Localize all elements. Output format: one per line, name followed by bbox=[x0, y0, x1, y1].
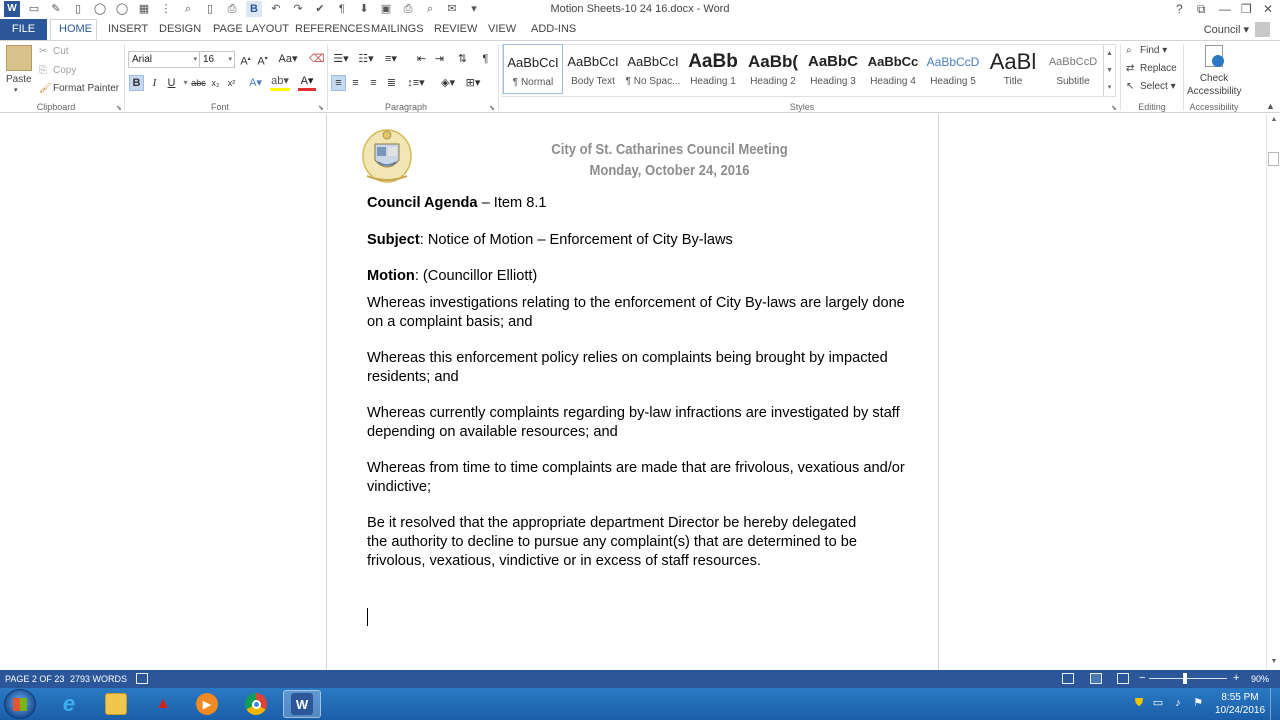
account-name: Council bbox=[1203, 24, 1241, 36]
check-accessibility-button[interactable]: Check bbox=[1199, 73, 1229, 84]
find-icon: ⌕ bbox=[1126, 45, 1132, 56]
read-mode-icon[interactable] bbox=[1062, 673, 1074, 684]
bold-qat-icon[interactable]: B bbox=[246, 1, 262, 17]
text-caret bbox=[367, 608, 368, 626]
group-divider bbox=[1183, 44, 1184, 110]
style-heading-3[interactable] bbox=[803, 44, 863, 94]
volume-icon[interactable]: ♪ bbox=[1175, 697, 1181, 709]
style-preview: AaBb( bbox=[747, 52, 799, 71]
ribbon bbox=[0, 40, 1280, 113]
presenter-app-button[interactable] bbox=[144, 690, 182, 718]
binoculars-icon[interactable]: ⌕ bbox=[184, 2, 192, 15]
word-icon: W bbox=[291, 693, 313, 715]
scroll-up-icon[interactable]: ▲ bbox=[1270, 116, 1278, 123]
save-icon[interactable]: ▣ bbox=[380, 2, 392, 15]
network-icon[interactable]: ▭ bbox=[1152, 697, 1164, 709]
scroll-thumb[interactable] bbox=[1268, 152, 1279, 166]
justify-button[interactable]: ≣ bbox=[386, 77, 397, 89]
style-heading-5[interactable] bbox=[923, 44, 983, 94]
document-page[interactable] bbox=[326, 114, 939, 670]
collapse-ribbon-icon[interactable]: ▲ bbox=[1266, 101, 1275, 111]
circle-green-icon-2[interactable]: ◯ bbox=[115, 2, 129, 15]
style-name: Heading 1 bbox=[690, 76, 736, 87]
clipboard-group-label: Clipboard bbox=[36, 102, 76, 112]
minimize-icon[interactable]: — bbox=[1219, 2, 1231, 16]
resolved-paragraph: Be it resolved that the appropriate department Director be hereby delegated the authority to decline to pursue any complaint(s) that are determined to be frivolous, vexatious, vindictive or in excess of staff resources. bbox=[367, 515, 857, 569]
editing-group-label: Editing bbox=[1138, 102, 1166, 112]
windows-taskbar bbox=[0, 688, 1280, 720]
shading-button[interactable]: ◈▾ bbox=[441, 77, 455, 89]
replace-icon: ⇄ bbox=[1126, 63, 1135, 74]
internet-explorer-icon: e bbox=[62, 691, 76, 716]
align-right-button[interactable]: ≡ bbox=[370, 77, 377, 89]
circle-green-icon[interactable]: ◯ bbox=[93, 2, 107, 15]
word-app-icon[interactable]: W bbox=[4, 1, 20, 17]
account-menu[interactable]: Council ▾ bbox=[1203, 24, 1249, 36]
gallery-more-icon[interactable]: ▾ bbox=[1103, 79, 1115, 96]
shield-icon[interactable]: ⛊ bbox=[1134, 697, 1144, 709]
style-name: Subtitle bbox=[1056, 76, 1090, 87]
superscript-button[interactable]: x² bbox=[227, 78, 236, 88]
group-divider bbox=[1120, 44, 1121, 110]
chevron-down-icon: ▾ bbox=[228, 56, 232, 63]
align-center-button[interactable]: ≡ bbox=[352, 77, 359, 89]
clock-date[interactable]: 10/24/2016 bbox=[1214, 705, 1266, 716]
find-label: Find bbox=[1140, 45, 1160, 56]
font-size-combo[interactable] bbox=[199, 51, 235, 68]
style-subtitle[interactable] bbox=[1043, 44, 1103, 94]
increase-indent-button[interactable]: ⇥ bbox=[434, 53, 445, 65]
help-icon[interactable]: ? bbox=[1176, 2, 1183, 16]
zoom-doc-icon[interactable]: ⌕ bbox=[426, 2, 434, 15]
style-preview: AaBbC bbox=[807, 53, 858, 70]
accessibility-badge-icon bbox=[1212, 55, 1224, 67]
file-explorer-button[interactable] bbox=[97, 690, 135, 718]
word-taskbar-button[interactable] bbox=[283, 690, 321, 718]
font-name-combo[interactable] bbox=[128, 51, 200, 68]
folder-icon bbox=[105, 693, 127, 715]
tab-home[interactable]: HOME bbox=[59, 23, 92, 35]
show-desktop-button[interactable] bbox=[1270, 688, 1280, 720]
paste-button[interactable]: Paste bbox=[6, 74, 32, 85]
agenda-label: Council Agenda bbox=[367, 195, 478, 211]
flag-icon[interactable]: ⚑ bbox=[1193, 697, 1203, 709]
status-bar bbox=[0, 670, 1280, 688]
restore-icon[interactable]: ❐ bbox=[1241, 2, 1252, 16]
gallery-up-icon[interactable]: ▲ bbox=[1103, 45, 1115, 62]
motion-line bbox=[367, 267, 907, 286]
open-folder-icon[interactable]: ▭ bbox=[28, 2, 40, 15]
style-name: Body Text bbox=[571, 76, 615, 87]
font-launcher-icon[interactable]: ⬊ bbox=[318, 105, 324, 112]
check-accessibility-icon[interactable] bbox=[1205, 45, 1223, 67]
scroll-down-icon[interactable]: ▼ bbox=[1270, 658, 1278, 665]
agenda-item: – Item 8.1 bbox=[477, 195, 547, 211]
columns-icon[interactable]: ⋮ bbox=[160, 2, 172, 15]
subject-text: : Notice of Motion – Enforcement of City By-laws bbox=[419, 232, 733, 248]
group-divider bbox=[124, 44, 125, 110]
play-icon: ▶ bbox=[196, 693, 218, 715]
clear-formatting-icon[interactable]: ⌫ bbox=[309, 53, 325, 65]
avatar[interactable] bbox=[1255, 22, 1270, 37]
word-count[interactable]: 2793 WORDS bbox=[70, 674, 128, 684]
style-name: Heading 4 bbox=[870, 76, 916, 87]
undo-icon[interactable]: ↶ bbox=[271, 2, 281, 15]
subscript-button[interactable]: x₂ bbox=[211, 78, 220, 88]
print-icon[interactable]: ⎙ bbox=[403, 2, 413, 15]
email-icon[interactable]: ✉ bbox=[447, 2, 457, 15]
chrome-center-icon bbox=[252, 700, 261, 709]
select-icon: ↖ bbox=[1126, 81, 1135, 92]
pilcrow-icon[interactable]: ¶ bbox=[339, 2, 345, 15]
gallery-down-icon[interactable]: ▼ bbox=[1103, 62, 1115, 79]
style-title[interactable] bbox=[983, 44, 1043, 94]
page-count[interactable]: PAGE 2 OF 23 bbox=[5, 674, 65, 684]
new-document-icon[interactable]: ▯ bbox=[74, 2, 82, 15]
windows-logo-icon bbox=[13, 698, 27, 711]
change-case-button[interactable]: Aa▾ bbox=[278, 53, 298, 65]
style-heading-1[interactable] bbox=[683, 44, 743, 94]
whereas-paragraph-3: Whereas currently complaints regarding by-law infractions are investigated by staff depending on available resources; and bbox=[367, 405, 900, 440]
document-area bbox=[0, 114, 1268, 670]
paragraph-group-label: Paragraph bbox=[384, 102, 428, 112]
podium-icon: ▲ bbox=[155, 695, 171, 712]
highlight-button[interactable]: ab▾ bbox=[270, 75, 290, 91]
sort-button[interactable]: ⇅ bbox=[457, 53, 468, 65]
italic-button[interactable]: I bbox=[152, 77, 157, 89]
format-painter-button[interactable]: Format Painter bbox=[53, 83, 120, 94]
grow-font-button[interactable]: A▴ bbox=[240, 55, 251, 68]
redo-icon[interactable]: ↷ bbox=[293, 2, 303, 15]
style-no-spacing[interactable] bbox=[623, 44, 683, 94]
whereas-paragraph-1: Whereas investigations relating to the enforcement of City By-laws are largely done on a complaint basis; and bbox=[367, 295, 905, 330]
style-heading-2[interactable] bbox=[743, 44, 803, 94]
paragraph-launcher-icon[interactable]: ⬊ bbox=[489, 105, 495, 112]
bullets-button[interactable]: ☰▾ bbox=[333, 53, 349, 65]
page-icon[interactable]: ▯ bbox=[206, 2, 214, 15]
tab-file[interactable]: FILE bbox=[0, 19, 47, 40]
print-preview-icon[interactable]: ⎙ bbox=[227, 2, 237, 15]
style-name: Heading 2 bbox=[750, 76, 796, 87]
line-spacing-button[interactable]: ↕≡▾ bbox=[407, 77, 425, 89]
clipboard-launcher-icon[interactable]: ⬊ bbox=[116, 105, 122, 112]
close-icon[interactable]: ✕ bbox=[1263, 2, 1274, 16]
decrease-indent-button[interactable]: ⇤ bbox=[416, 53, 427, 65]
motion-text: : (Councillor Elliott) bbox=[414, 268, 538, 284]
zoom-level[interactable]: 90% bbox=[1251, 674, 1270, 684]
font-name-value: Arial bbox=[132, 54, 153, 65]
ribbon-display-icon[interactable]: ⧉ bbox=[1197, 2, 1206, 16]
format-painter-icon: 🖌 bbox=[39, 83, 52, 94]
page-header-title: City of St. Catharines Council Meeting bbox=[551, 141, 788, 158]
style-heading-4[interactable] bbox=[863, 44, 923, 94]
chrome-button[interactable] bbox=[237, 690, 275, 718]
multilevel-list-button[interactable]: ≡▾ bbox=[385, 53, 397, 65]
check-icon[interactable]: ✔ bbox=[315, 2, 325, 15]
style-preview: AaBbCcD bbox=[926, 55, 980, 69]
internet-explorer-button[interactable] bbox=[50, 690, 88, 718]
style-name: ¶ No Spac... bbox=[625, 76, 681, 87]
proofing-icon[interactable] bbox=[136, 673, 148, 684]
tab-add-ins[interactable]: ADD-INS bbox=[531, 23, 577, 35]
show-hide-pilcrow-icon[interactable]: ¶ bbox=[482, 53, 489, 65]
paste-dropdown-icon[interactable]: ▾ bbox=[14, 87, 18, 94]
zoom-in-icon[interactable]: + bbox=[1233, 672, 1240, 684]
city-crest-logo bbox=[361, 126, 413, 184]
page-header-date: Monday, October 24, 2016 bbox=[589, 162, 750, 179]
underline-dropdown-icon[interactable]: ▾ bbox=[183, 78, 188, 87]
shrink-font-button[interactable]: A▾ bbox=[257, 55, 268, 68]
style-preview: AaBbCcI bbox=[507, 55, 559, 70]
copy-button[interactable]: Copy bbox=[53, 65, 77, 76]
media-player-button[interactable] bbox=[188, 690, 226, 718]
subject-label: Subject bbox=[367, 232, 420, 248]
print-layout-icon[interactable] bbox=[1090, 673, 1102, 684]
style-preview: AaBbCcD bbox=[1048, 56, 1098, 68]
tab-design[interactable]: DESIGN bbox=[159, 23, 202, 35]
check-accessibility-button-line2[interactable]: Accessibility bbox=[1187, 86, 1242, 97]
tab-mailings[interactable]: MAILINGS bbox=[371, 23, 424, 35]
subject-line bbox=[367, 231, 907, 250]
spelling-icon[interactable]: ✎ bbox=[51, 2, 61, 15]
style-name: Heading 5 bbox=[930, 76, 976, 87]
customize-qat-icon[interactable]: ▾ bbox=[471, 2, 477, 15]
accessibility-group-label: Accessibility bbox=[1189, 102, 1239, 112]
font-color-button[interactable]: A▾ bbox=[298, 75, 316, 91]
zoom-out-icon[interactable]: − bbox=[1139, 672, 1146, 684]
save-as-icon[interactable]: ⬇ bbox=[359, 2, 369, 15]
motion-label: Motion bbox=[367, 268, 415, 284]
style-preview: AaBb bbox=[688, 51, 738, 72]
font-group-label: Font bbox=[210, 102, 229, 112]
group-divider bbox=[327, 44, 328, 110]
start-button[interactable] bbox=[4, 689, 36, 719]
cut-button[interactable]: Cut bbox=[53, 46, 69, 57]
numbering-button[interactable]: ☷▾ bbox=[358, 53, 374, 65]
tab-view[interactable]: VIEW bbox=[488, 23, 517, 35]
style-normal[interactable] bbox=[503, 44, 563, 94]
window-title: Motion Sheets-10 24 16.docx - Word bbox=[550, 3, 730, 15]
styles-group-label: Styles bbox=[789, 102, 815, 112]
chevron-down-icon: ▾ bbox=[193, 56, 197, 63]
paste-icon[interactable] bbox=[6, 45, 32, 71]
underline-button[interactable]: U bbox=[167, 77, 176, 89]
chrome-icon bbox=[245, 693, 267, 715]
style-name: Title bbox=[1003, 76, 1023, 87]
styles-launcher-icon[interactable]: ⬊ bbox=[1111, 105, 1117, 112]
style-preview: AaBbCc bbox=[867, 54, 919, 69]
zoom-slider-track[interactable] bbox=[1149, 678, 1227, 679]
clock-time[interactable]: 8:55 PM bbox=[1221, 692, 1259, 703]
replace-button[interactable]: Replace bbox=[1140, 63, 1177, 74]
whereas-paragraph-4: Whereas from time to time complaints are made that are frivolous, vexatious and/or vindictive; bbox=[367, 460, 905, 495]
group-divider bbox=[498, 44, 499, 110]
cut-icon: ✂ bbox=[39, 46, 48, 57]
tab-review[interactable]: REVIEW bbox=[434, 23, 478, 35]
align-left-button[interactable]: ≡ bbox=[331, 75, 346, 91]
style-body-text[interactable] bbox=[563, 44, 623, 94]
style-preview: AaBbCcI bbox=[567, 54, 619, 69]
style-name: ¶ Normal bbox=[512, 77, 554, 88]
style-preview: AaBbCcI bbox=[627, 54, 679, 69]
bold-button[interactable]: B bbox=[129, 75, 144, 91]
title-bar bbox=[0, 0, 1280, 19]
tab-page-layout[interactable]: PAGE LAYOUT bbox=[213, 23, 290, 35]
web-layout-icon[interactable] bbox=[1117, 673, 1129, 684]
style-preview: AaBl bbox=[989, 49, 1037, 74]
table-icon[interactable]: ▦ bbox=[138, 2, 150, 15]
find-button[interactable]: Find ▾ bbox=[1140, 45, 1168, 56]
ribbon-tabs bbox=[0, 19, 1280, 40]
borders-button[interactable]: ⊞▾ bbox=[465, 77, 481, 89]
style-name: Heading 3 bbox=[810, 76, 856, 87]
strikethrough-button[interactable]: abc bbox=[191, 78, 206, 88]
vertical-scrollbar[interactable] bbox=[1266, 114, 1280, 670]
whereas-paragraph-2: Whereas this enforcement policy relies on complaints being brought by impacted residents; and bbox=[367, 350, 888, 385]
tab-insert[interactable]: INSERT bbox=[108, 23, 149, 35]
copy-icon: ⎘ bbox=[39, 65, 47, 76]
text-effects-button[interactable]: A▾ bbox=[249, 77, 262, 89]
font-size-value: 16 bbox=[203, 54, 215, 65]
select-label: Select bbox=[1140, 81, 1168, 92]
select-button[interactable]: Select ▾ bbox=[1140, 81, 1176, 92]
tab-references[interactable]: REFERENCES bbox=[295, 23, 371, 35]
agenda-line bbox=[367, 194, 907, 213]
zoom-slider-thumb[interactable] bbox=[1183, 673, 1187, 684]
